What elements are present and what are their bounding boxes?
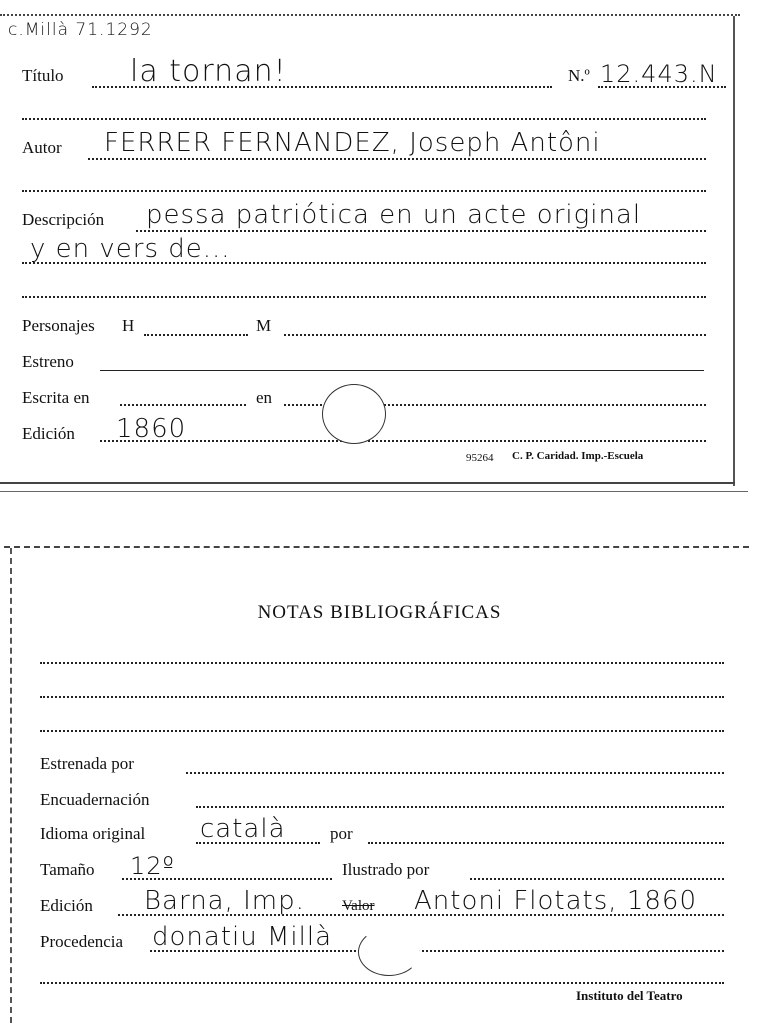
escrita-label: Escrita en	[22, 388, 90, 407]
printer-number: 95264	[466, 452, 494, 464]
edicion2-value-b: Antoni Flotats, 1860	[414, 886, 697, 916]
notas-line-2	[40, 696, 724, 698]
blank-line	[22, 296, 706, 298]
personajes-m-label: M	[256, 316, 272, 335]
descripcion-line-1	[136, 230, 706, 232]
descripcion-value-2: y en vers de...	[30, 234, 231, 264]
tamano-label: Tamaño	[40, 860, 95, 879]
notas-heading: NOTAS BIBLIOGRÁFICAS	[257, 602, 502, 623]
punch-hole	[358, 928, 420, 976]
encuadernacion-label: Encuadernación	[40, 790, 150, 809]
personajes-h-line	[144, 334, 248, 336]
ilustrado-line	[470, 878, 724, 880]
autor-label: Autor	[22, 138, 62, 157]
procedencia-value: donatiu Millà	[152, 922, 333, 952]
catalog-card-back	[0, 530, 759, 1028]
estrenada-line	[186, 772, 724, 774]
escrita-line	[120, 404, 246, 406]
edicion-line	[100, 440, 706, 442]
blank-line	[22, 190, 706, 192]
notas-line-1	[40, 662, 724, 664]
personajes-label: Personajes	[22, 316, 95, 335]
printer-credit: C. P. Caridad. Imp.-Escuela	[512, 450, 644, 462]
card-top-edge	[0, 14, 740, 16]
edicion2-value-a: Barna, Imp.	[144, 886, 305, 916]
personajes-h-label: H	[122, 316, 135, 335]
autor-value: FERRER FERNANDEZ, Joseph Antôni	[104, 128, 601, 158]
card-bottom-edge-2	[0, 491, 748, 492]
card-bottom-edge	[0, 482, 735, 484]
titulo-label: Título	[22, 66, 64, 85]
idioma-label: Idioma original	[40, 824, 146, 843]
numero-label: N.º	[568, 66, 590, 85]
estrenada-label: Estrenada por	[40, 754, 134, 773]
idioma-por-label: por	[330, 824, 353, 843]
idioma-por-line	[368, 842, 724, 844]
estreno-line	[100, 370, 704, 371]
titulo-value: la tornan!	[130, 54, 287, 89]
punch-hole	[322, 384, 386, 444]
edicion2-value-struck: Valor	[342, 898, 375, 914]
ilustrado-label: Ilustrado por	[342, 860, 430, 879]
descripcion-label: Descripción	[22, 210, 105, 229]
card-right-edge	[733, 16, 735, 486]
procedencia-label: Procedencia	[40, 932, 124, 951]
descripcion-value-1: pessa patriótica en un acte original	[146, 200, 642, 230]
estreno-label: Estreno	[22, 352, 74, 371]
numero-value: 12.443.N	[600, 60, 718, 88]
notas-line-3	[40, 730, 724, 732]
personajes-m-line	[284, 334, 706, 336]
edicion-value: 1860	[116, 414, 187, 444]
edicion2-label: Edición	[40, 896, 93, 915]
card-top-edge	[4, 546, 749, 548]
notas-line-bottom	[40, 982, 724, 984]
tamano-value: 12º	[130, 852, 175, 880]
blank-line	[22, 118, 706, 120]
idioma-value: català	[200, 814, 286, 844]
corner-note: c.Millà 71.1292	[8, 20, 153, 40]
edicion-label: Edición	[22, 424, 75, 443]
encuadernacion-line	[196, 806, 724, 808]
autor-line	[88, 158, 706, 160]
institution-label: Instituto del Teatro	[576, 988, 683, 1003]
escrita-en-label: en	[256, 388, 273, 407]
catalog-card-front	[0, 0, 759, 495]
